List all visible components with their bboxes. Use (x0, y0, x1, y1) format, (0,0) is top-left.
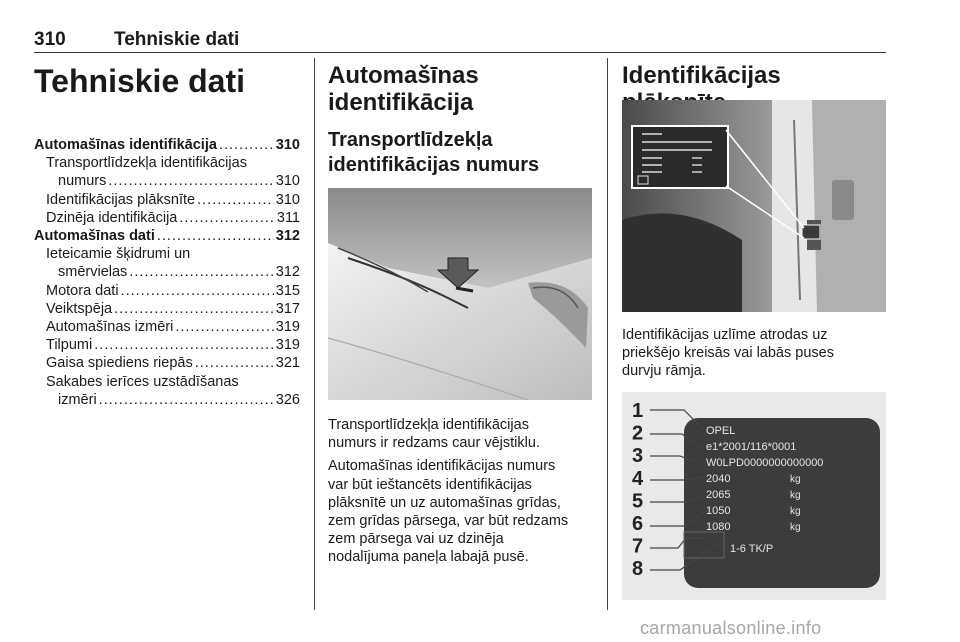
subsection-heading-line-2: identifikācijas numurs (328, 154, 540, 176)
plate-text-line: 1050 (706, 505, 731, 517)
toc-entry: Transportlīdzekļa identifikācijas (46, 155, 247, 172)
toc-list (34, 136, 300, 409)
windshield-vin-photo (328, 188, 592, 400)
toc-leader-dots (157, 227, 274, 245)
toc-entry-label: smērvielas (58, 264, 128, 281)
plate-text-line: 2040 (706, 473, 731, 485)
vin-para-2-line-4: zem grīdas pārsega, var būt redzams (328, 513, 569, 530)
toc-entry-label: Dzinēja identifikācija (46, 209, 178, 226)
vehicle-identification-column (328, 62, 592, 178)
toc-page-number: 319 (275, 319, 300, 336)
watermark: carmanualsonline.info (640, 618, 822, 638)
table-of-contents-column (34, 62, 300, 409)
plate-unit-label: kg (790, 474, 801, 485)
plate-para-line-2: priekšējo kreisās vai labās puses (622, 345, 834, 362)
vin-para-2-line-1: Automašīnas identifikācijas numurs (328, 458, 556, 475)
plate-text-line: W0LPD0000000000000 (706, 457, 824, 469)
chapter-title: Tehniskie dati (34, 63, 246, 99)
toc-leader-dots (175, 318, 273, 336)
toc-entry[interactable] (34, 391, 300, 409)
toc-entry[interactable] (34, 354, 300, 372)
toc-page-number: 311 (276, 209, 300, 226)
door-frame-photo (622, 100, 886, 312)
toc-entry-label: Automašīnas dati (34, 228, 155, 245)
toc-leader-dots (94, 336, 274, 354)
page-number: 310 (34, 29, 66, 50)
toc-page-number: 310 (275, 137, 300, 153)
toc-section-entry[interactable] (34, 227, 300, 245)
toc-entry-label: Gaisa spiediens riepās (46, 355, 193, 372)
plate-paragraph (622, 326, 886, 381)
toc-leader-dots (108, 172, 273, 190)
plate-callout-number: 7 (632, 535, 644, 558)
vin-para-2-line-6: nodalījuma paneļa labajā pusē. (328, 549, 529, 566)
vin-para-2-line-2: var būt ieštancēts identifikācijas (328, 476, 532, 493)
toc-entry-label: izmēri (58, 391, 97, 408)
vin-para-2-line-5: zem pārsega vai uz dzinēja (328, 531, 504, 548)
plate-callout-number: 6 (632, 513, 644, 535)
plate-para-line-3: durvju rāmja. (622, 363, 706, 380)
toc-entry[interactable] (34, 172, 300, 190)
plate-unit-label: kg (790, 506, 801, 517)
toc-entry[interactable] (34, 191, 300, 209)
plate-callout-number: 2 (632, 422, 644, 445)
toc-entry[interactable] (34, 318, 300, 336)
toc-entry[interactable] (34, 263, 300, 281)
toc-page-number: 312 (275, 264, 300, 281)
section-heading-line-1: Automašīnas (328, 62, 479, 89)
plate-text-line: 2065 (706, 489, 731, 501)
plate-text-line: e1*2001/116*0001 (706, 441, 797, 453)
vin-para-1-line-1: Transportlīdzekļa identifikācijas (328, 417, 529, 433)
column-divider-1 (314, 58, 315, 610)
vin-paragraphs (328, 416, 592, 567)
toc-page-number: 312 (275, 228, 300, 245)
plate-text-line: 1080 (706, 521, 731, 533)
toc-entry[interactable] (34, 336, 300, 354)
toc-page-number: 317 (275, 300, 300, 317)
vin-para-2-line-3: plāksnītē un uz automašīnas grīdas, (328, 494, 561, 511)
toc-entry-label: Motora dati (46, 282, 119, 299)
toc-leader-dots (114, 300, 274, 318)
toc-page-number: 315 (275, 282, 300, 299)
plate-text-line: 1-6 TK/P (730, 543, 774, 555)
column-divider-2 (607, 58, 608, 610)
header-title: Tehniskie dati (114, 29, 240, 50)
subsection-heading-line-1: Transportlīdzekļa (328, 129, 493, 151)
plate-text-line: OPEL (706, 425, 736, 437)
plate-callout-number: 4 (632, 467, 644, 490)
toc-entry-label: Tilpumi (46, 337, 93, 354)
plate-unit-label: kg (790, 522, 801, 533)
toc-entry-label: Veiktspēja (46, 300, 113, 317)
plate-callout-number: 5 (632, 490, 644, 513)
section-heading-line-2: identifikācija (328, 89, 474, 116)
toc-leader-dots (121, 282, 274, 300)
plate-callout-number: 3 (632, 445, 644, 468)
plate-callout-number: 8 (632, 558, 644, 581)
toc-leader-dots (129, 263, 274, 281)
toc-entry[interactable] (34, 300, 300, 318)
toc-entry[interactable] (34, 209, 300, 227)
vin-para-1-line-2: numurs ir redzams caur vējstiklu. (328, 435, 540, 452)
toc-entry[interactable] (34, 282, 300, 300)
page-header (34, 26, 886, 53)
plate-para-line-1: Identifikācijas uzlīme atrodas uz (622, 327, 828, 343)
toc-page-number: 310 (275, 191, 300, 208)
toc-entry-label: numurs (58, 173, 107, 190)
plate-section-heading: Identifikācijas (622, 62, 781, 89)
toc-leader-dots (219, 136, 274, 154)
toc-page-number: 310 (275, 173, 300, 190)
toc-page-number: 319 (275, 337, 300, 354)
toc-leader-dots (179, 209, 275, 227)
toc-entry: Sakabes ierīces uzstādīšanas (46, 373, 239, 390)
toc-entry: Ieteicamie šķidrumi un (46, 246, 191, 263)
plate-unit-label: kg (790, 490, 801, 501)
toc-leader-dots (99, 391, 274, 409)
toc-entry-label: Automašīnas izmēri (46, 319, 174, 336)
plate-callout-number: 1 (632, 400, 644, 422)
id-plate-diagram (622, 392, 886, 600)
toc-section-entry[interactable] (34, 136, 300, 154)
toc-entry-label: Automašīnas identifikācija (34, 137, 217, 153)
toc-leader-dots (197, 191, 274, 209)
toc-page-number: 321 (275, 355, 300, 372)
toc-page-number: 326 (275, 391, 300, 408)
toc-entry-label: Identifikācijas plāksnīte (46, 191, 196, 208)
toc-leader-dots (195, 354, 274, 372)
